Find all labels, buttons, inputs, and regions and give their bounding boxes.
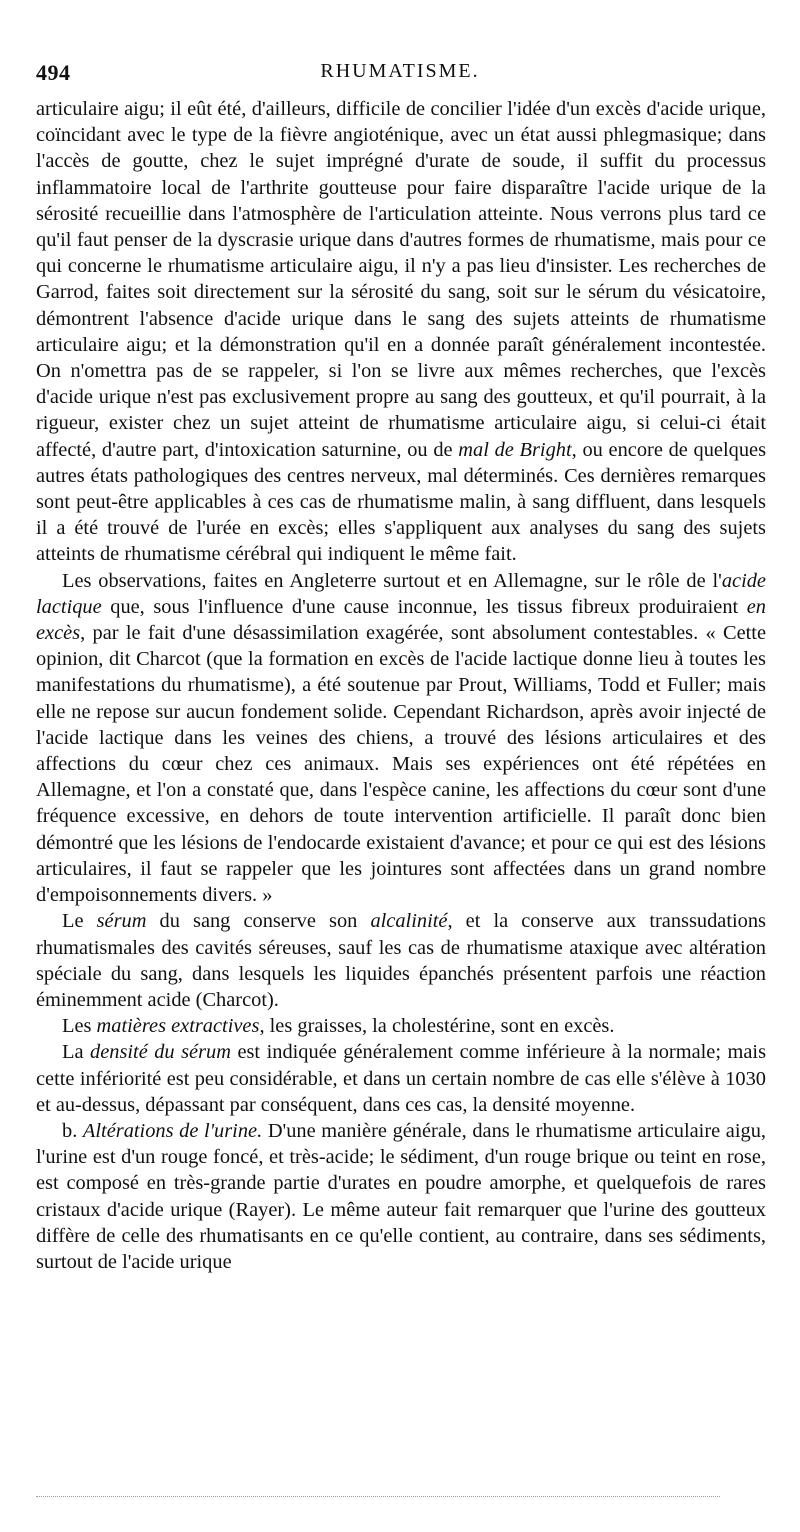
italic-text: mal de Bright [458,438,572,461]
paragraph-text: D'une manière générale, dans le rhumatisme articulaire aigu, l'urine est d'un rouge foncé, et très-acide; le sédiment, d'un rouge brique ou teint en rose, est composé en très-grande partie d'urates en poudre amorphe, et quelquefois de rares cristaux d'acide urique (Rayer). Le même auteur fait remarquer que l'urine des goutteux diffère de celle des rhumatisants en ce qu'elle contient, au contraire, dans ses sédiments, surtout de l'acide urique [36,1119,767,1273]
italic-text: densité du sérum [90,1041,231,1064]
bottom-dotted-rule [36,1496,720,1497]
paragraph [36,1118,766,1275]
body-text [36,96,766,1275]
italic-text: Altérations de l'urine. [82,1119,263,1142]
italic-text: en excès [36,595,766,645]
page-number: 494 [36,60,71,85]
paragraph [36,96,766,568]
italic-text: sérum [96,910,147,933]
paragraph-text: Les observations, faites en Angleterre surtout et en Allemagne, sur le rôle de l' [62,569,722,592]
paragraph-text: b. [62,1119,83,1142]
paragraph-text: , les graisses, la cholestérine, sont en excès. [259,1015,615,1038]
paragraph-text: que, sous l'influence d'une cause inconnue, les tissus fibreux produiraient [101,595,747,618]
paragraph-text: , et la conserve aux transsudations rhumatismales des cavités séreuses, sauf les cas de rhumatisme ataxique avec altération spéciale du sang, dans lesquels les liquides épanchés présentent parfois une réaction éminemment acide (Charcot). [36,910,766,1011]
paragraph-text: , ou encore de quelques autres états pathologiques des centres nerveux, mal déterminés. Ces dernières remarques sont peut-être applicables à ces cas de rhumatisme malin, à sang diffluent, dans lesquels il a été trouvé de l'urée en excès; elles s'appliquent aux analyses du sang des sujets atteints de rhumatisme cérébral qui indiquent le même fait. [36,438,767,566]
italic-text: matières extractives [96,1015,260,1038]
paragraph [36,568,766,909]
paragraph-text: est indiquée généralement comme inférieure à la normale; mais cette infériorité est peu considérable, et dans un certain nombre de cas elle s'élève à 1030 et au-dessus, dépassant par conséquent, dans ces cas, la densité moyenne. [36,1041,767,1116]
page-header [36,60,764,90]
paragraph-text: articulaire aigu; il eût été, d'ailleurs, difficile de concilier l'idée d'un excès d'acide urique, coïncidant avec le type de la fièvre angioténique, avec un état aussi phlegmasique; dans l'accès de goutte, chez le sujet imprégné d'urate de soude, il suffit du processus inflammatoire local de l'arthrite goutteuse pour faire disparaître l'acide urique de la sérosité recueillie dans l'atmosphère de l'articulation atteinte. Nous verrons plus tard ce qu'il faut penser de la dyscrasie urique dans d'autres formes de rhumatisme, mais pour ce qui concerne le rhumatisme articulaire aigu, il n'y a pas lieu d'insister. Les recherches de Garrod, faites soit directement sur la sérosité du sang, soit sur le sérum du vésicatoire, démontrent l'absence d'acide urique dans le sang des sujets atteints de rhumatisme articulaire aigu; et la démonstration qu'il en a donnée paraît généralement incontestée. On n'omettra pas de se rappeler, si l'on se livre aux mêmes recherches, que l'excès d'acide urique n'est pas exclusivement propre au sang des goutteux, et qu'il pourrait, à la rigueur, exister chez un sujet atteint de rhumatisme articulaire aigu, si celui-ci était affecté, d'autre part, d'intoxication saturnine, ou de [36,98,766,461]
running-head: RHUMATISME. [320,60,480,82]
paragraph-text: La [62,1041,90,1064]
paragraph-text: , par le fait d'une désassimilation exagérée, sont absolument contestables. « Cette opinion, dit Charcot (que la formation en excès de l'acide lactique donne lieu à toutes les manifestations du rhumatisme), a été soutenue par Prout, Williams, Todd et Fuller; mais elle ne repose sur aucun fondement solide. Cependant Richardson, après avoir injecté de l'acide lactique dans les veines des chiens, a trouvé des lésions articulaires et des affections du cœur chez ces animaux. Mais ses expériences ont été répétées en Allemagne, et l'on a constaté que, dans l'espèce canine, les affections du cœur sont d'une fréquence excessive, en dehors de toute intervention artificielle. Il paraît donc bien démontré que les lésions de l'endocarde existaient d'avance; et pour ce qui est des lésions articulaires, il faut se rappeler que les jointures sont affectées dans un grand nombre d'empoisonnements divers. » [36,622,766,907]
paragraph-text: du sang conserve son [146,910,371,933]
italic-text: alcalinité [370,910,448,933]
paragraph-text: Le [62,910,97,933]
paragraph [36,1013,766,1039]
paragraph [36,908,766,1013]
italic-text: acide lactique [36,569,766,618]
paragraph [36,1039,766,1118]
paragraph-text: Les [62,1015,97,1038]
